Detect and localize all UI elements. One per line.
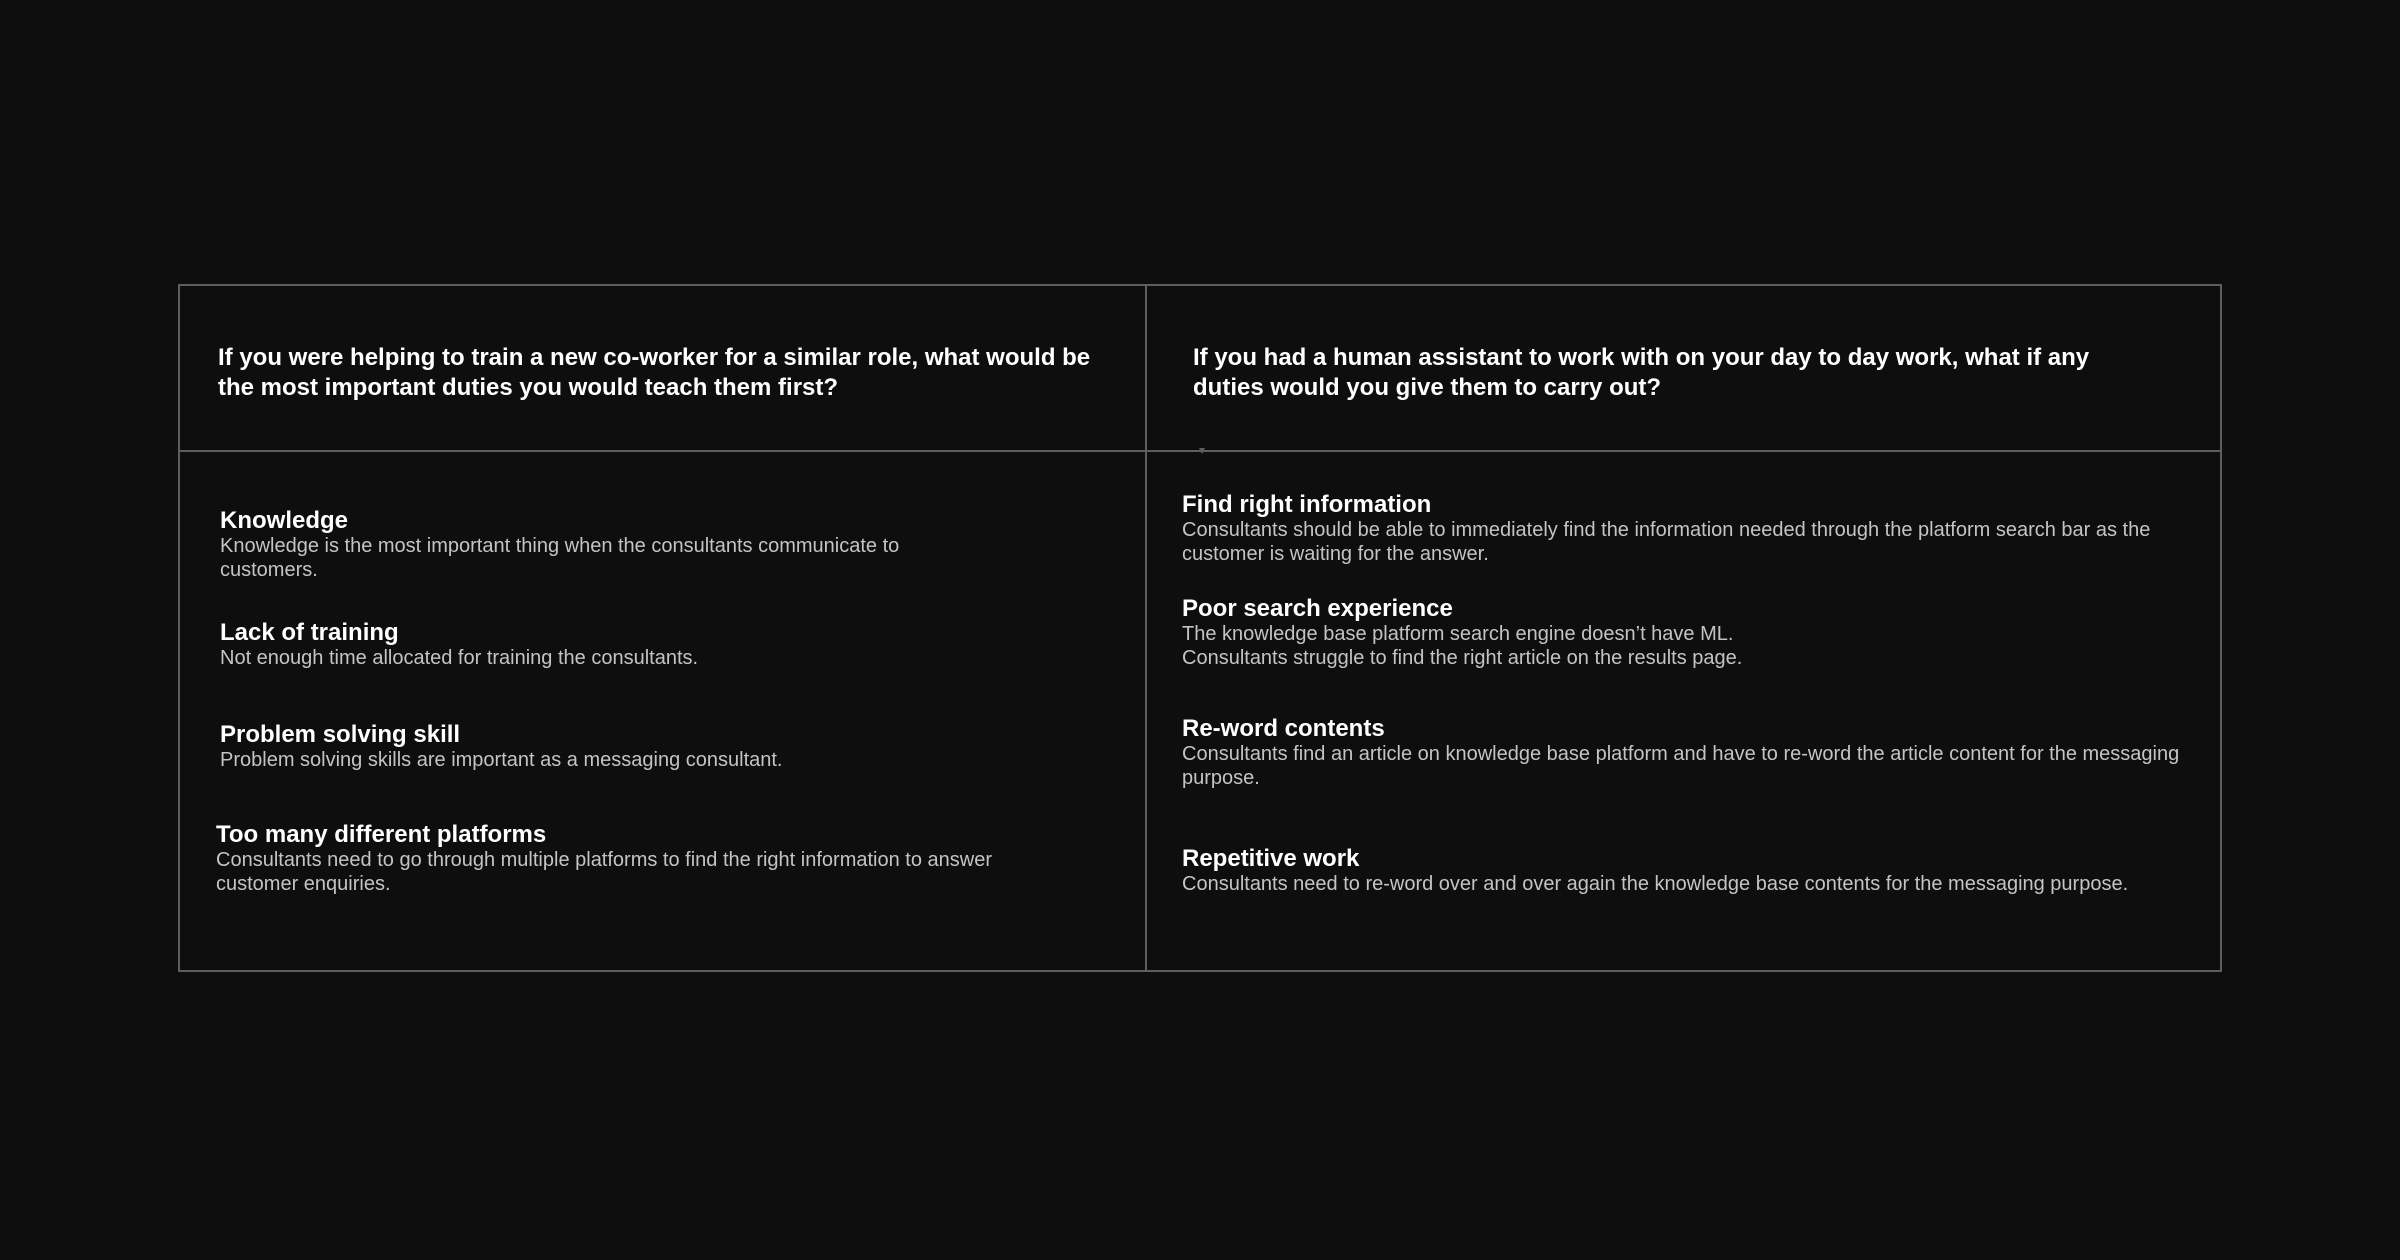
answer-description: Consultants find an article on knowledge base platform and have to re-word the article content for the messaging purpose. <box>1182 743 2180 789</box>
answer-title: Knowledge <box>220 507 349 534</box>
right-answer-item <box>1182 492 2192 566</box>
left-question-heading: If you were helping to train a new co-worker for a similar role, what would be the most important duties you would teach them first? <box>218 344 1091 401</box>
right-question-heading: If you had a human assistant to work with on your day to day work, what if any duties would you give them to carry out? <box>1193 344 2090 401</box>
answer-description: Not enough time allocated for training the consultants. <box>220 647 699 669</box>
right-answer-item <box>1182 716 2192 790</box>
survey-table <box>178 284 2222 972</box>
right-answer-item <box>1182 596 2192 670</box>
answer-description: Consultants need to re-word over and over again the knowledge base contents for the messaging purpose. <box>1182 873 2129 895</box>
answer-title: Find right information <box>1182 491 1432 518</box>
right-answer-item <box>1182 846 2192 896</box>
answer-title: Poor search experience <box>1182 595 1453 622</box>
answer-title: Too many different platforms <box>216 821 547 848</box>
answer-description: Consultants should be able to immediately find the information needed through the platform search bar as the customer is waiting for the answer. <box>1182 519 2151 565</box>
answer-title: Re-word contents <box>1182 715 1385 742</box>
answer-title: Lack of training <box>220 619 399 646</box>
left-answer-item <box>220 722 1040 772</box>
left-answer-item <box>220 620 1040 670</box>
column-divider <box>1145 286 1147 970</box>
answer-title: Repetitive work <box>1182 845 1360 872</box>
divider-marker <box>1199 448 1205 454</box>
answer-description: Consultants need to go through multiple platforms to find the right information to answer customer enquiries. <box>216 849 992 895</box>
answer-description: The knowledge base platform search engine doesn’t have ML. Consultants struggle to find the right article on the results page. <box>1182 623 1743 669</box>
left-answer-item <box>216 822 1076 896</box>
answer-description: Knowledge is the most important thing when the consultants communicate to customers. <box>220 535 900 581</box>
answer-title: Problem solving skill <box>220 721 461 748</box>
left-answer-item <box>220 508 1000 582</box>
answer-description: Problem solving skills are important as a messaging consultant. <box>220 749 783 771</box>
